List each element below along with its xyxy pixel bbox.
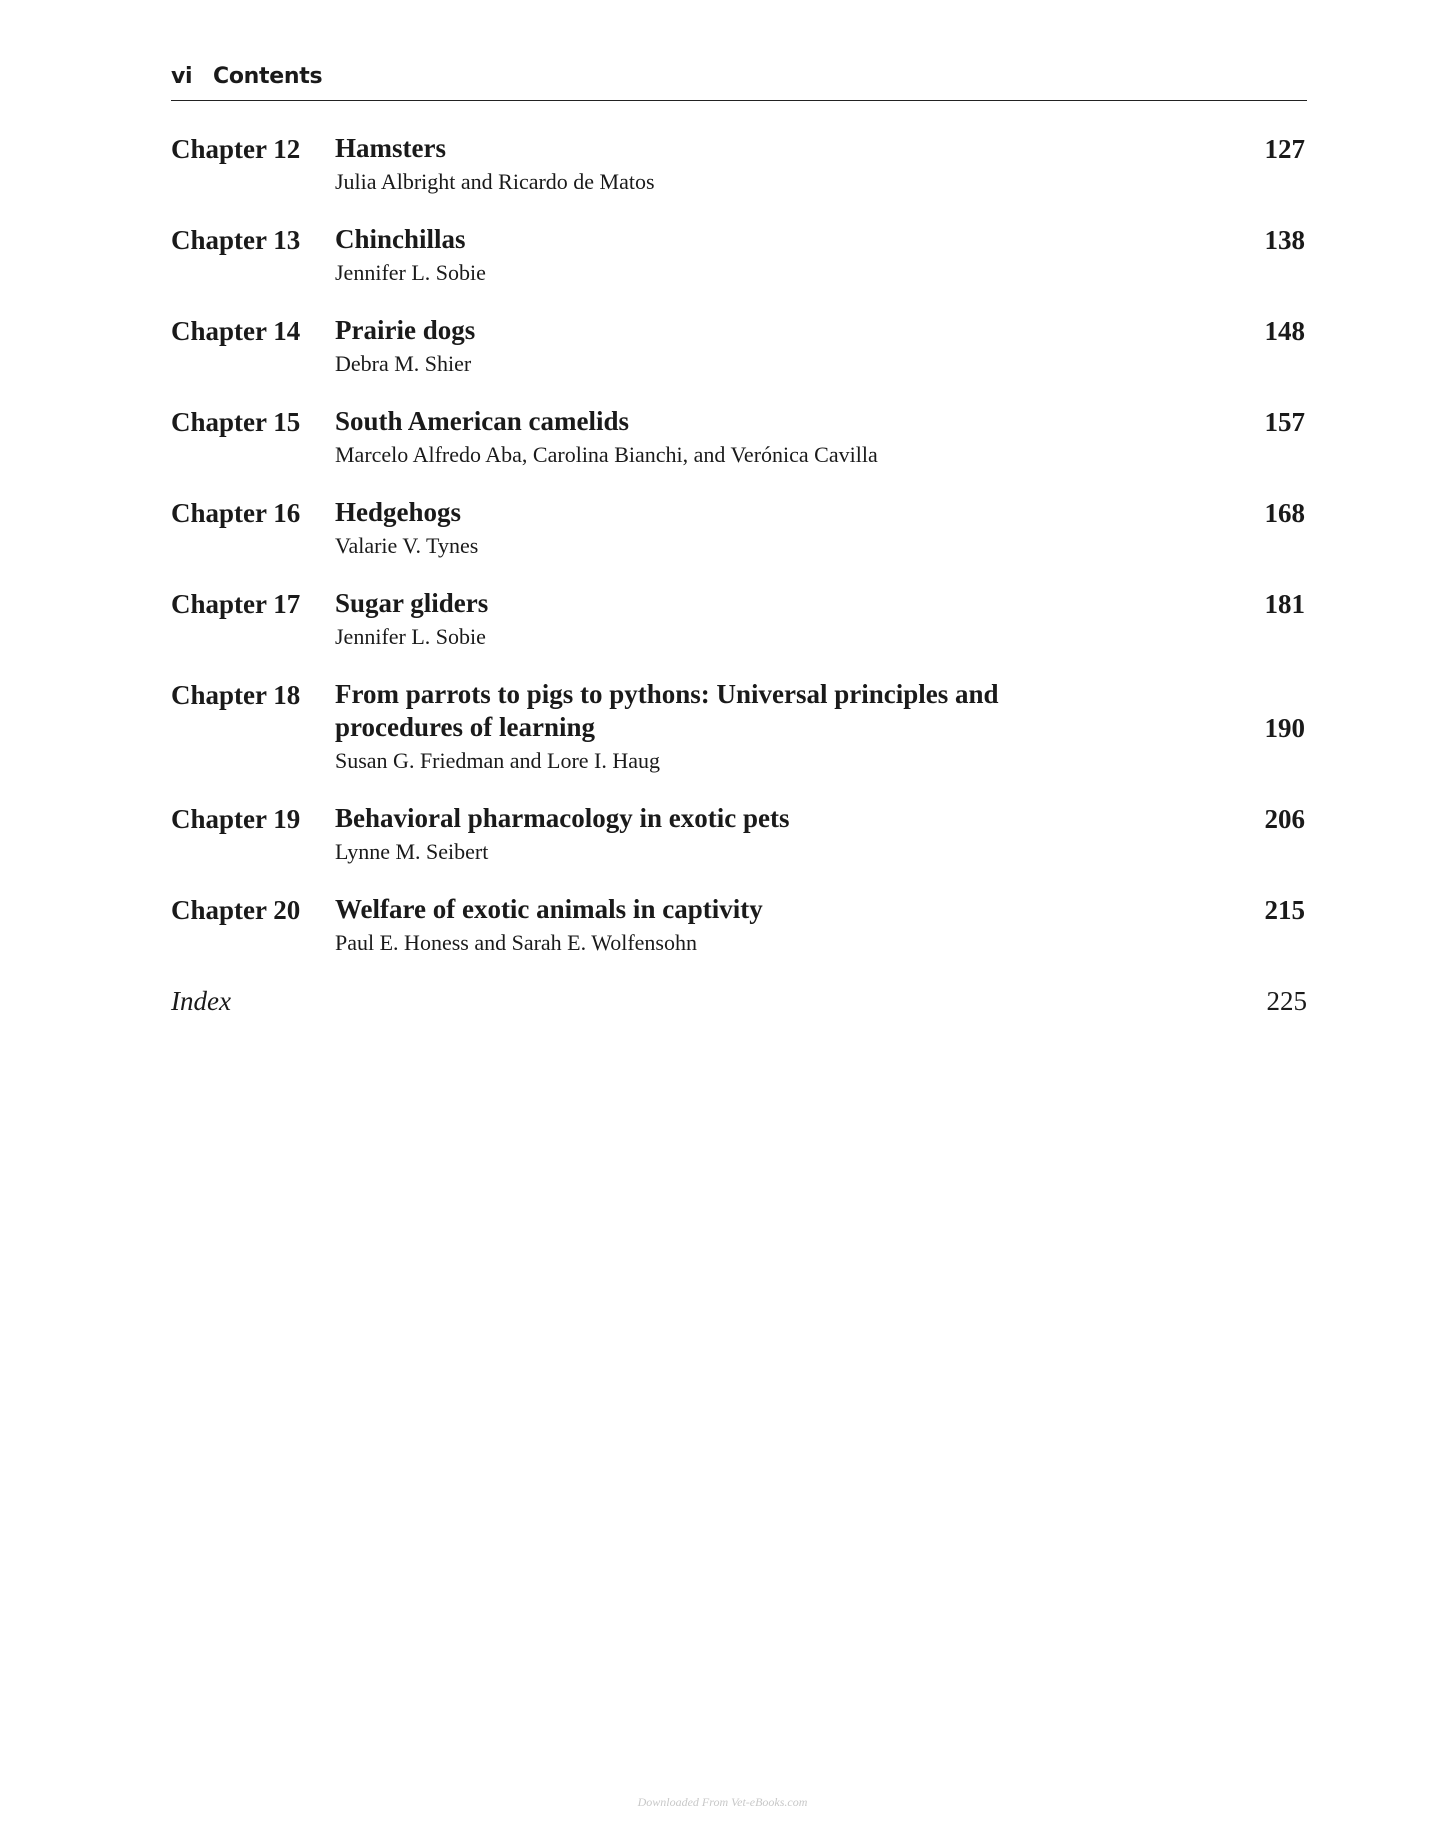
chapter-title: Chinchillas xyxy=(335,224,466,254)
chapter-page-number: 190 xyxy=(1264,713,1305,743)
chapter-label: Chapter 16 xyxy=(171,498,301,528)
chapter-page-number: 138 xyxy=(1264,225,1305,255)
chapter-title: South American camelids xyxy=(335,406,629,436)
toc-entry-chapter-20[interactable] xyxy=(171,893,1307,958)
running-head xyxy=(171,60,1307,101)
toc-entry-chapter-16[interactable] xyxy=(171,496,1307,561)
toc-entry-index[interactable] xyxy=(171,984,1307,1020)
toc-entry-chapter-13[interactable] xyxy=(171,223,1307,288)
toc-entry-chapter-19[interactable] xyxy=(171,802,1307,867)
chapter-authors: Marcelo Alfredo Aba, Carolina Bianchi, and Verónica Cavilla xyxy=(335,442,878,467)
index-page-number: 225 xyxy=(1266,986,1307,1016)
download-watermark: Downloaded From Vet-eBooks.com xyxy=(637,1795,808,1809)
toc-entry-chapter-14[interactable] xyxy=(171,314,1307,379)
chapter-title: Sugar gliders xyxy=(335,588,489,618)
chapter-page-number: 127 xyxy=(1264,134,1305,164)
table-of-contents xyxy=(171,132,1307,1020)
chapter-label: Chapter 12 xyxy=(171,134,301,164)
toc-entry-chapter-12[interactable] xyxy=(171,132,1307,197)
chapter-authors: Julia Albright and Ricardo de Matos xyxy=(335,169,655,194)
chapter-page-number: 181 xyxy=(1264,589,1305,619)
chapter-authors: Lynne M. Seibert xyxy=(335,839,489,864)
chapter-label: Chapter 14 xyxy=(171,316,301,346)
chapter-page-number: 148 xyxy=(1264,316,1305,346)
chapter-page-number: 215 xyxy=(1264,895,1305,925)
chapter-label: Chapter 18 xyxy=(171,680,301,710)
chapter-label: Chapter 20 xyxy=(171,895,301,925)
chapter-page-number: 206 xyxy=(1264,804,1305,834)
chapter-authors: Jennifer L. Sobie xyxy=(335,260,486,285)
toc-page xyxy=(171,0,1307,1821)
chapter-title-line-1: From parrots to pigs to pythons: Universal principles and xyxy=(335,679,999,709)
page-folio: vi xyxy=(171,64,193,89)
chapter-label: Chapter 19 xyxy=(171,804,301,834)
chapter-authors: Paul E. Honess and Sarah E. Wolfensohn xyxy=(335,930,697,955)
toc-entry-chapter-15[interactable] xyxy=(171,405,1307,470)
chapter-title: Hedgehogs xyxy=(335,497,462,527)
chapter-authors: Susan G. Friedman and Lore I. Haug xyxy=(335,748,661,773)
running-head-title: Contents xyxy=(213,64,323,89)
index-label: Index xyxy=(171,986,231,1016)
chapter-title: Welfare of exotic animals in captivity xyxy=(335,894,763,924)
chapter-title: Prairie dogs xyxy=(335,315,476,345)
chapter-label: Chapter 17 xyxy=(171,589,301,619)
chapter-page-number: 157 xyxy=(1264,407,1305,437)
chapter-authors: Debra M. Shier xyxy=(335,351,472,376)
chapter-label: Chapter 13 xyxy=(171,225,301,255)
chapter-label: Chapter 15 xyxy=(171,407,301,437)
chapter-title: Behavioral pharmacology in exotic pets xyxy=(335,803,790,833)
chapter-page-number: 168 xyxy=(1264,498,1305,528)
toc-entry-chapter-18[interactable] xyxy=(171,678,1307,776)
chapter-title: Hamsters xyxy=(335,133,446,163)
chapter-authors: Valarie V. Tynes xyxy=(335,533,479,558)
toc-entry-chapter-17[interactable] xyxy=(171,587,1307,652)
chapter-authors: Jennifer L. Sobie xyxy=(335,624,486,649)
chapter-title-line-2: procedures of learning xyxy=(335,712,595,742)
